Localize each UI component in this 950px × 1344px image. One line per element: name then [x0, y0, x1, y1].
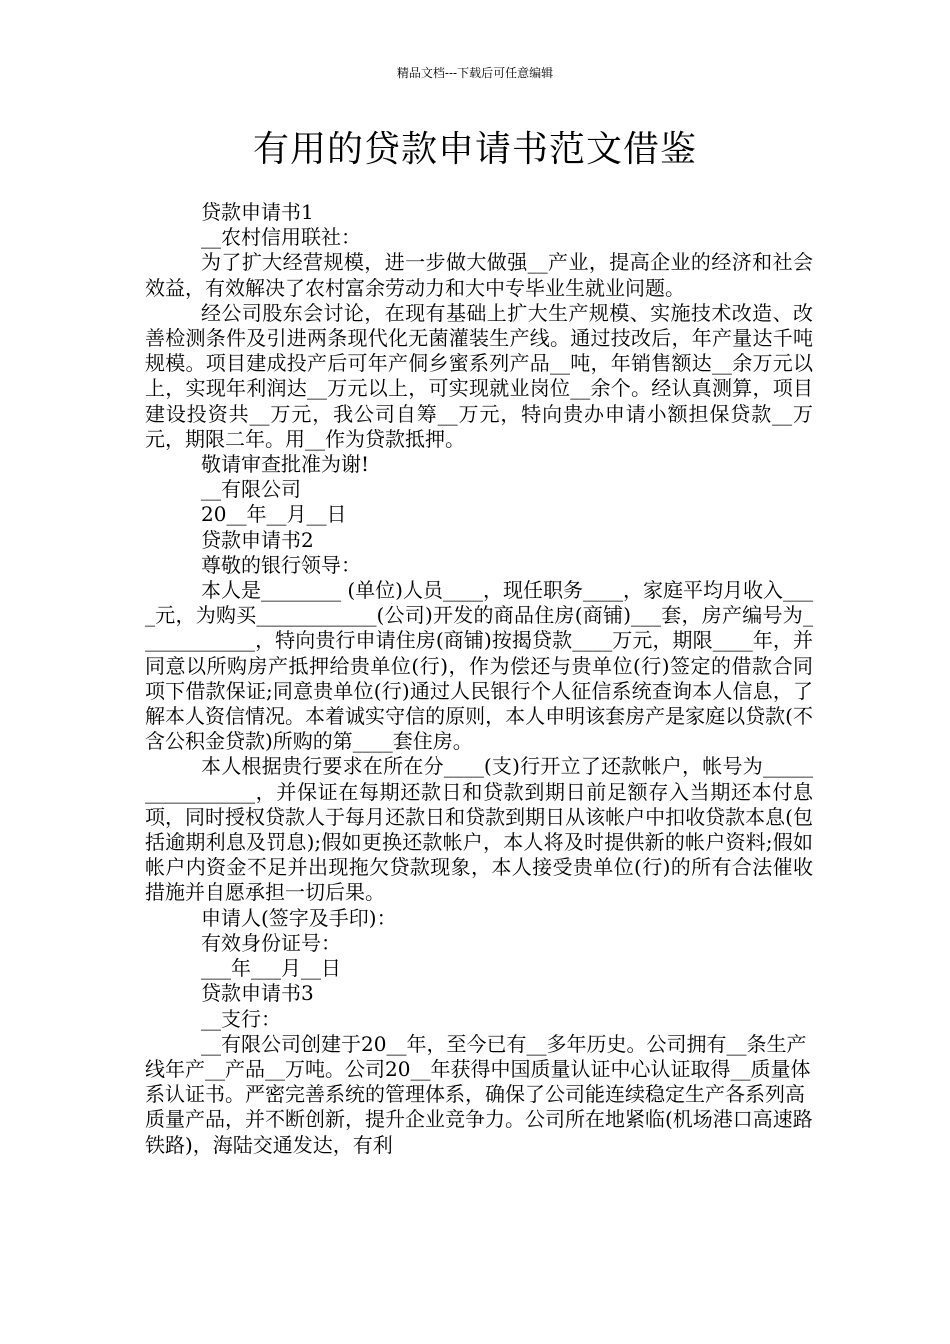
document-body	[145, 200, 813, 1158]
paragraph: 经公司股东会讨论，在现有基础上扩大生产规模、实施技术改造、改善检测条件及引进两条现代化无菌灌装生产线。通过技改后，年产量达千吨规模。项目建成投产后可年产侗乡蜜系列产品__吨，年销售额达__余万元以上，实现年利润达__万元以上，可实现就业岗位__余个。经认真测算，项目建设投资共__万元，我公司自筹__万元，特向贵办申请小额担保贷款__万元，期限二年。用__作为贷款抵押。	[145, 300, 813, 451]
page-header: 精品文档---下载后可任意编辑	[396, 66, 554, 80]
signature-date: 20__年__月__日	[201, 502, 347, 527]
paragraph: 本人是________ (单位)人员____，现任职务____，家庭平均月收入____元，为购买____________(公司)开发的商品住房(商铺)___套，房产编号为____________，特向贵行申请住房(商铺)按揭贷款____万元，期限____年，并同意以所购房产抵押给贵单位(行)，作为偿还与贵单位(行)签定的借款合同项下借款保证;同意贵单位(行)通过人民银行个人征信系统查询本人信息，了解本人资信情况。本着诚实守信的原则，本人申明该套房产是家庭以贷款(不含公积金贷款)所购的第____套住房。	[145, 578, 813, 754]
paragraph: __有限公司创建于20__年，至今已有__多年历史。公司拥有__条生产线年产__产品__万吨。公司20__年获得中国质量认证中心认证取得__质量体系认证书。严密完善系统的管理体系，确保了公司能连续稳定生产各系列高质量产品，并不断创新，提升企业竞争力。公司所在地紧临(机场港口高速路铁路)，海陆交通发达，有利	[145, 1031, 813, 1157]
paragraph: 本人根据贵行要求在所在分____(支)行开立了还款帐户，帐号为________________，并保证在每期还款日和贷款到期日前足额存入当期还本付息项，同时授权贷款人于每月还款日和贷款到期日从该帐户中扣收贷款本息(包括逾期利息及罚息);假如更换还款帐户，本人将及时提供新的帐户资料;假如帐户内资金不足并出现拖欠贷款现象，本人接受贵单位(行)的所有合法催收措施并自愿承担一切后果。	[145, 754, 813, 905]
document-title: 有用的贷款申请书范文借鉴	[252, 129, 697, 170]
signature-company: __有限公司	[201, 477, 301, 502]
closing-line: 敬请审查批准为谢!	[201, 452, 370, 477]
section-heading-1: 贷款申请书1	[201, 200, 314, 224]
applicant-line: 申请人(签字及手印)：	[201, 905, 397, 930]
section-heading-3: 贷款申请书3	[201, 981, 314, 1006]
section-heading-2: 贷款申请书2	[201, 527, 314, 552]
id-number-line: 有效身份证号：	[201, 930, 341, 955]
paragraph: 为了扩大经营规模，进一步做大做强__产业，提高企业的经济和社会效益，有效解决了农村富余劳动力和大中专毕业生就业问题。	[145, 250, 813, 300]
date-line: ___年___月__日	[201, 956, 341, 981]
salutation-3: __支行：	[201, 1006, 281, 1031]
salutation-1: __农村信用联社：	[201, 225, 361, 250]
salutation-2: 尊敬的银行领导：	[201, 552, 361, 577]
